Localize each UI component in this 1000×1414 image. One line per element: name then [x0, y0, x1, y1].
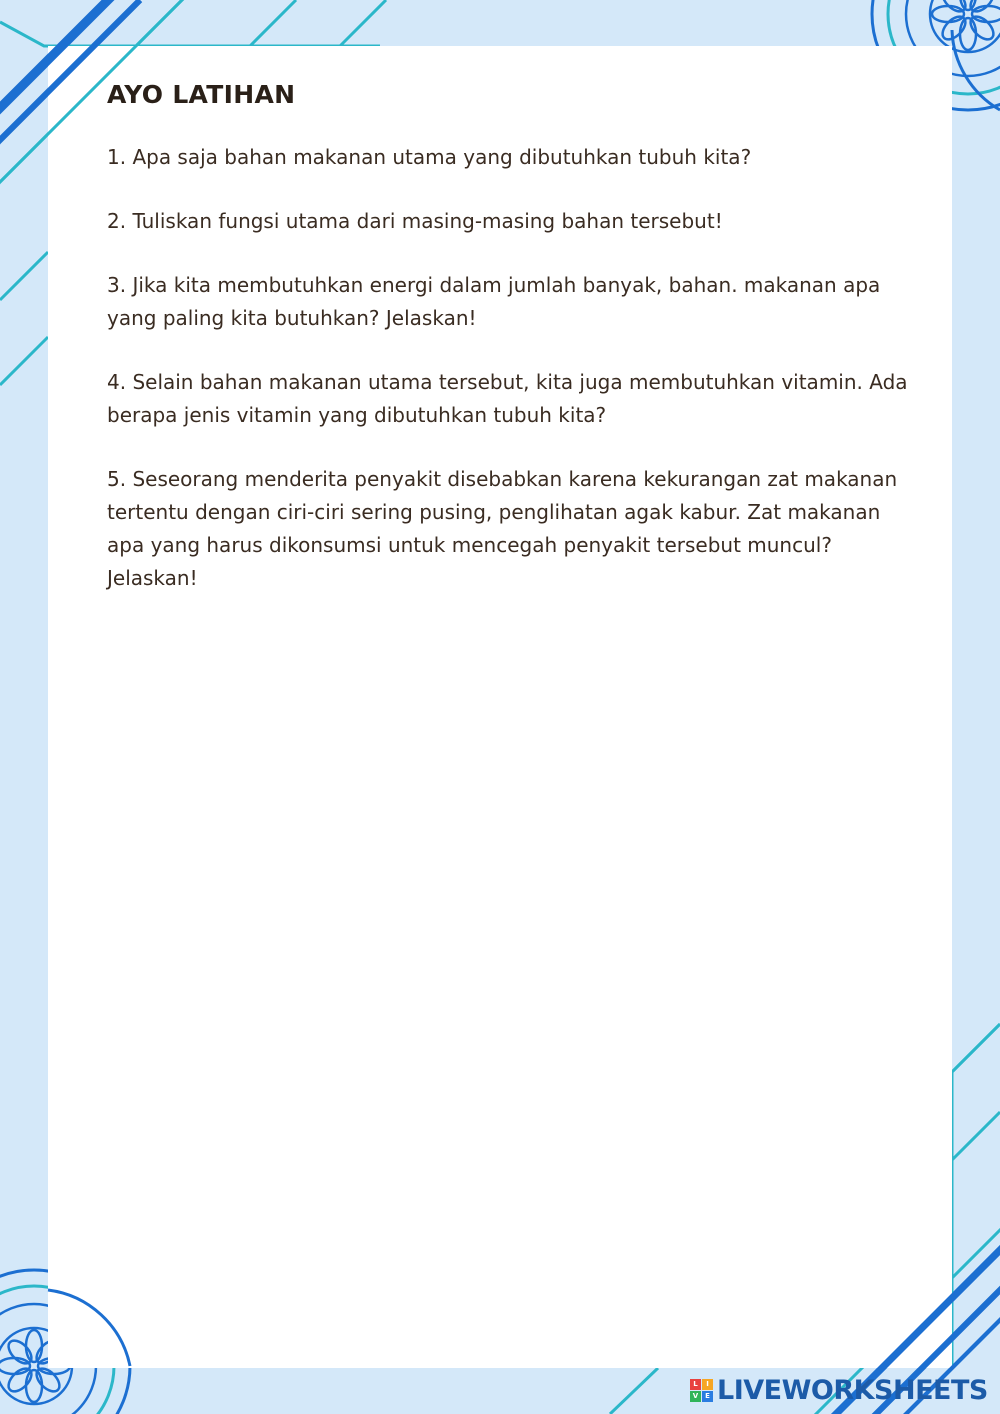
logo-letter-l: L	[690, 1379, 701, 1390]
question-5: 5. Seseorang menderita penyakit disebabkan karena kekurangan zat makanan tertentu dengan ciri-ciri sering pusing, penglihatan agak kabur. Zat makanan apa yang harus dikonsumsi untuk mencegah penyakit tersebut muncul? Jelaskan!	[107, 467, 898, 590]
worksheet-title: AYO LATIHAN	[107, 80, 296, 109]
liveworksheets-logo[interactable]	[690, 1372, 988, 1408]
logo-letter-e: E	[702, 1391, 713, 1402]
question-3: 3. Jika kita membutuhkan energi dalam jumlah banyak, bahan. makanan apa yang paling kita butuhkan? Jelaskan!	[107, 273, 881, 330]
question-list	[107, 141, 917, 626]
logo-mark-icon	[690, 1379, 713, 1402]
question-1: 1. Apa saja bahan makanan utama yang dibutuhkan tubuh kita?	[107, 145, 752, 169]
logo-wordmark: LIVEWORKSHEETS	[717, 1374, 988, 1406]
logo-letter-i: I	[702, 1379, 713, 1390]
logo-letter-v: V	[690, 1391, 701, 1402]
question-2: 2. Tuliskan fungsi utama dari masing-masing bahan tersebut!	[107, 209, 723, 233]
question-4: 4. Selain bahan makanan utama tersebut, kita juga membutuhkan vitamin. Ada berapa jenis vitamin yang dibutuhkan tubuh kita?	[107, 370, 908, 427]
